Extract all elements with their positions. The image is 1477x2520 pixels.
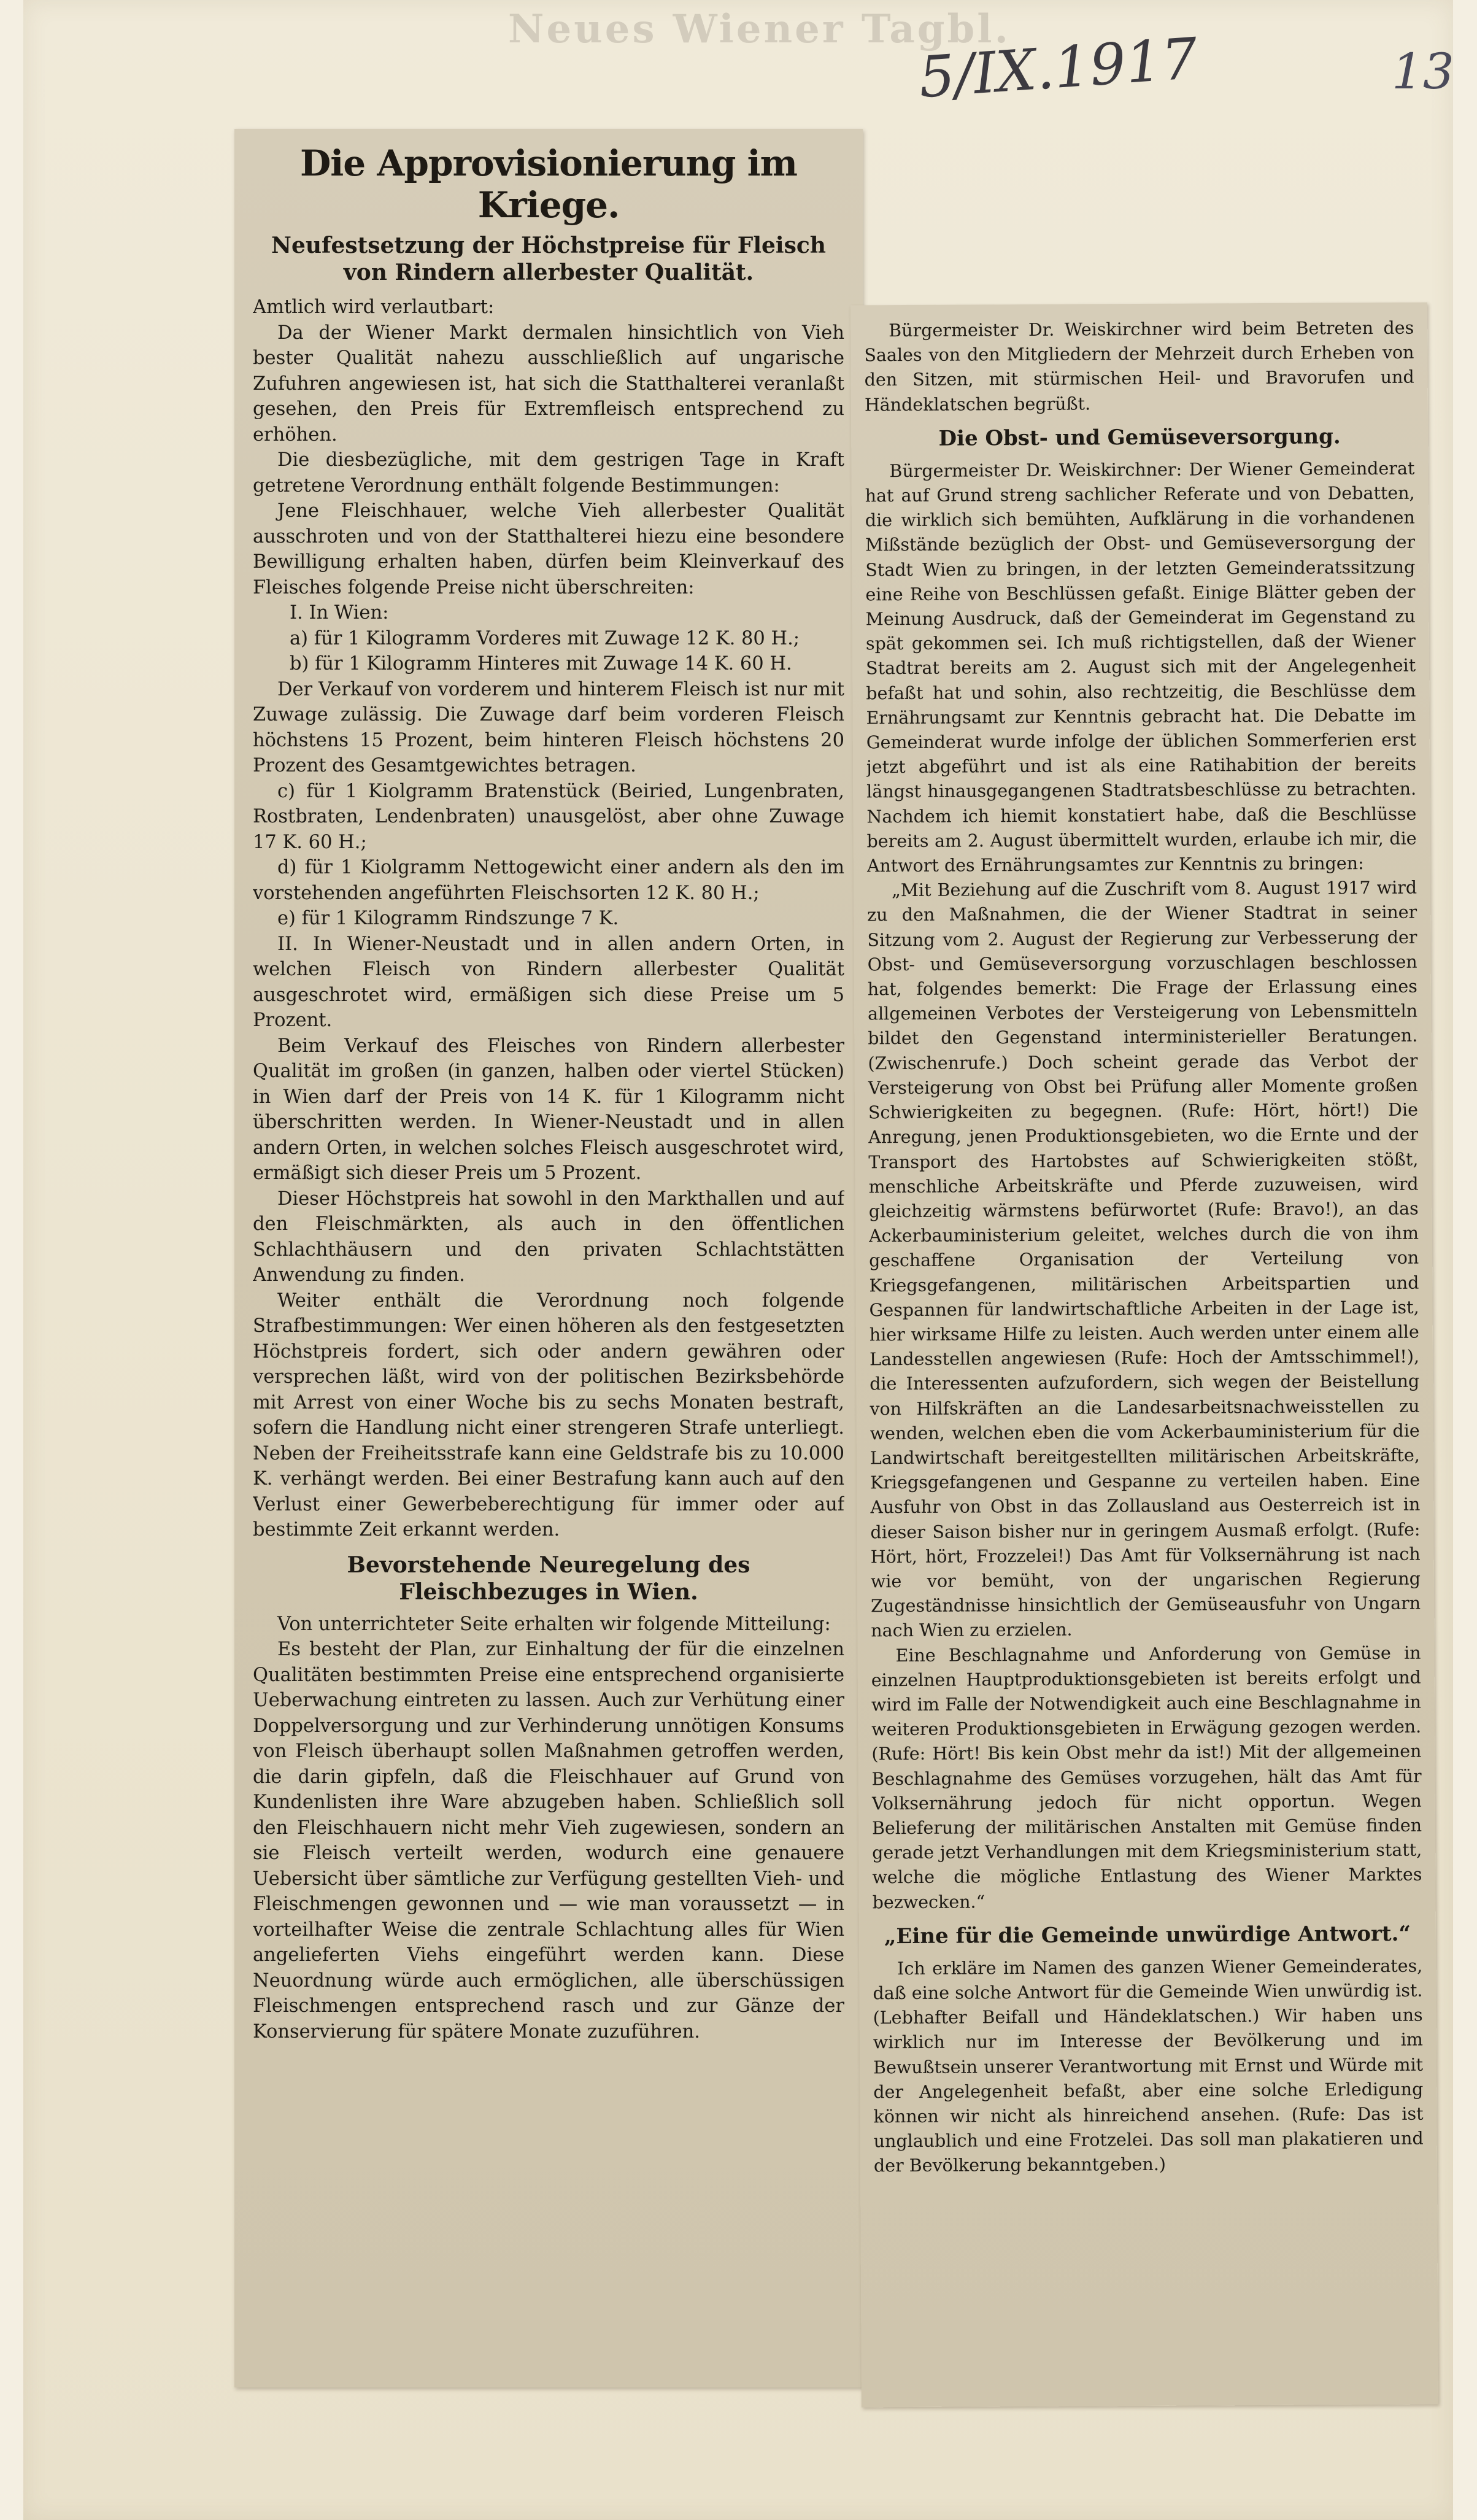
right-section-heading-2: „Eine für die Gemeinde unwürdige Antwort.“ — [884, 1921, 1411, 1949]
left-paragraph: Der Verkauf von vorderem und hinterem Fleisch ist nur mit Zuwage zulässig. Die Zuwage darf beim vorderen Fleisch höchstens 15 Prozent, beim hinteren Fleisch höchstens 20 Prozent des Gesamtgewichtes betragen. — [253, 678, 844, 776]
left-paragraph: Beim Verkauf des Fleisches von Rindern allerbester Qualität im großen (in ganzen, halben oder viertel Stücken) in Wien darf der Preis von 14 K. für 1 Kilogramm nicht überschritten werden. In Wiener-Neustadt und in allen andern Orten, in welchen solches Fleisch ausgeschrotet wird, ermäßigt sich dieser Preis um 5 Prozent. — [253, 1035, 844, 1184]
newspaper-masthead-stamp: Neues Wiener Tagbl. — [508, 6, 1011, 52]
right-paragraph: „Mit Beziehung auf die Zuschrift vom 8. August 1917 wird zu den Maßnahmen, die der Wiener Stadtrat in seiner Sitzung vom 2. August der Regierung zur Verbesserung der Obst- und Gemüseversorgung vorzuschlagen beschlossen hat, folgendes bemerkt: Die Frage der Erlassung eines allgemeinen Verbotes der Versteigerung von Lebensmitteln bildet den Gegenstand interministerieller Beratungen. (Zwischenrufe.) Doch scheint gerade das Verbot der Versteigerung von Obst bei Prüfung aller Momente großen Schwierigkeiten zu begegnen. (Rufe: Hört, hört!) Die Anregung, jenen Produktionsgebieten, wo die Ernte und der Transport des Hartobstes auf Schwierigkeiten stößt, menschliche Arbeitskräfte und Pferde zuzuweisen, wird gleichzeitig wärmstens befürwortet (Rufe: Bravo!), an das Ackerbauministerium geleitet, welches durch die von ihm geschaffene Organisation der Verteilung von Kriegsgefangenen, militärischen Arbeitspartien und Gespannen für landwirtschaftliche Arbeiten in der Lage ist, hier wirksame Hilfe zu leisten. Auch werden unter einem alle Landesstellen angewiesen (Rufe: Hoch der Amtsschimmel!), die Interessenten aufzufordern, sich wegen der Beistellung von Hilfskräften an die Landesarbeitsnachweisstellen zu wenden, welchen eben die vom Ackerbauministerium für die Landwirtschaft bereitgestellten militärischen Arbeitskräfte, Kriegsgefangenen und Gespanne zu verteilen haben. Eine Ausfuhr von Obst in das Zollausland aus Oesterreich ist in dieser Saison bisher nur in geringem Ausmaß erfolgt. (Rufe: Hört, hört, Frozzelei!) Das Amt für Volksernährung ist nach wie vor bemüht, von der ungarischen Regierung Zugeständnisse hinsichtlich der Gemüseausfuhr von Ungarn nach Wien zu erzielen. — [867, 877, 1421, 1641]
left-article-column — [253, 142, 844, 2374]
right-intro-paragraph: Bürgermeister Dr. Weiskirchner wird beim Betreten des Saales von den Mitgliedern der Mehrzeit durch Erheben von den Sitzen, mit stürmischen Heil- und Bravorufen und Händeklatschen begrüßt. — [864, 317, 1414, 415]
left-paragraph: e) für 1 Kilogramm Rindszunge 7 K. — [277, 908, 619, 929]
right-article-column — [864, 316, 1425, 2397]
left-paragraph: II. In Wiener-Neustadt und in allen andern Orten, in welchen Fleisch von Rindern allerbester Qualität ausgeschrotet wird, ermäßigen sich diese Preise um 5 Prozent. — [253, 933, 844, 1031]
left-paragraph: Es besteht der Plan, zur Einhaltung der für die einzelnen Qualitäten bestimmten Preise eine entsprechend organisierte Ueberwachung eintreten zu lassen. Auch zur Verhütung einer Doppelversorgung und zur Verhinderung unnötigen Konsums von Fleisch überhaupt sollen Maßnahmen getroffen werden, die darin gipfeln, daß die Fleischhauer auf Grund von Kundenlisten ihre Ware abzugeben haben. Schließlich soll den Fleischhauern nicht mehr Vieh zugewiesen, sondern an sie Fleisch verteilt werden, wodurch eine genauere Uebersicht über sämtliche zur Verfügung gestellten Vieh- und Fleischmengen gewonnen und — wie man voraussetzt — in vorteilhafter Weise die zentrale Schlachtung alles für Wien angelieferten Viehs eingeführt werden kann. Diese Neuordnung würde auch ermöglichen, alle überschüssigen Fleischmengen entsprechend rasch und zur Gänze der Konservierung für spätere Monate zuzuführen. — [253, 1639, 844, 2043]
left-paragraph: Weiter enthält die Verordnung noch folgende Strafbestimmungen: Wer einen höheren als den festgesetzten Höchstpreis fordert, sich oder andern gewähren oder versprechen läßt, wird von der politischen Bezirksbehörde mit Arrest von einer Woche bis zu sechs Monaten bestraft, sofern die Handlung nicht einer strengeren Strafe unterliegt. Neben der Freiheitsstrafe kann eine Geldstrafe bis zu 10.000 K. verhängt werden. Bei einer Bestrafung kann auch auf den Verlust einer Gewerbeberechtigung für immer oder auf bestimmte Zeit erkannt werden. — [253, 1289, 844, 1540]
left-paragraph: Von unterrichteter Seite erhalten wir folgende Mitteilung: — [277, 1613, 831, 1635]
left-subhead: Neufestsetzung der Höchstpreise für Fleisch von Rindern allerbester Qualität. — [271, 233, 826, 285]
left-paragraph: d) für 1 Kiolgramm Nettogewicht einer andern als den im vorstehenden angeführten Fleischsorten 12 K. 80 H.; — [253, 857, 844, 904]
right-paragraph: Eine Beschlagnahme und Anforderung von Gemüse in einzelnen Hauptproduktionsgebieten ist bereits erfolgt und wird im Falle der Notwendigkeit auch eine Beschlagnahme in weiteren Produktionsgebieten in Erwägung gezogen werden. (Rufe: Hört! Bis kein Obst mehr da ist!) Mit der allgemeinen Beschlagnahme des Gemüses vorzugehen, hält das Amt für Volksernährung jedoch für nicht opportun. Wegen Belieferung der militärischen Anstalten mit Gemüse finden gerade jetzt Verhandlungen mit dem Kriegsministerium statt, welche die mögliche Entlastung des Wiener Marktes bezwecken.“ — [871, 1642, 1422, 1912]
right-paragraph: Bürgermeister Dr. Weiskirchner: Der Wiener Gemeinderat hat auf Grund streng sachlicher Referate und von Debatten, die wirklich sich bemühten, Aufklärung in die vorhandenen Mißstände bezüglich der Obst- und Gemüseversorgung der Stadt Wien zu bringen, in der letzten Gemeinderatssitzung eine Reihe von Beschlüssen gefaßt. Einige Blätter geben der Meinung Ausdruck, daß der Gemeinderat im Gegenstand zu spät gekommen sei. Ich muß richtigstellen, daß der Wiener Stadtrat bereits am 2. August sich mit der Angelegenheit befaßt hat und sohin, also rechtzeitig, die Beschlüsse dem Ernährungsamt zur Kenntnis gebracht hat. Die Debatte im Gemeinderat wurde infolge der üblichen Sommerferien erst jetzt abgeführt und ist als eine Ratihabition der bereits längst hinausgegangenen Stadtratsbeschlüsse zu betrachten. Nachdem ich hiemit konstatiert habe, daß die Beschlüsse bereits am 2. August übermittelt wurden, erlaube ich mir, die Antwort des Ernährungsamtes zur Kenntnis zu bringen: — [865, 458, 1417, 876]
right-clipping — [850, 303, 1438, 2408]
right-section-heading: Die Obst- und Gemüseversorgung. — [938, 424, 1341, 451]
left-paragraph: Die diesbezügliche, mit dem gestrigen Tage in Kraft getretene Verordnung enthält folgende Bestimmungen: — [253, 449, 844, 497]
left-headline: Die Approvisionierung im Kriege. — [299, 142, 798, 226]
left-list-item: b) für 1 Kilogramm Hinteres mit Zuwage 14 K. 60 H. — [290, 653, 792, 674]
right-paragraph: Ich erkläre im Namen des ganzen Wiener Gemeinderates, daß eine solche Antwort für die Gemeinde Wien unwürdig ist. (Lebhafter Beifall und Händeklatschen.) Wir haben uns wirklich nur im Interesse der Bevölkerung und im Bewußtsein unserer Verantwortung mit Ernst und Würde mit der Angelegenheit befaßt, aber eine solche Erledigung können wir nicht als hinreichend ansehen. (Rufe: Das ist unglaublich und eine Frotzelei. Das soll man plakatieren und der Bevölkerung bekanntgeben.) — [873, 1955, 1424, 2176]
left-paragraph: Dieser Höchstpreis hat sowohl in den Markthallen und auf den Fleischmärkten, als auch in den öffentlichen Schlachthäusern und den privaten Schlachtstätten Anwendung zu finden. — [253, 1188, 844, 1286]
left-list-item: a) für 1 Kilogramm Vorderes mit Zuwage 12 K. 80 H.; — [290, 627, 800, 649]
left-clipping — [234, 129, 863, 2387]
left-list-item: I. In Wien: — [290, 602, 389, 624]
handwritten-date: 5/IX.1917 — [916, 25, 1200, 111]
left-paragraph: Jene Fleischhauer, welche Vieh allerbester Qualität ausschroten und von der Statthalterei hiezu eine besondere Bewilligung erhalten haben, dürfen beim Kleinverkauf des Fleisches folgende Preise nicht überschreiten: — [253, 500, 844, 598]
handwritten-page-number: 13 — [1392, 43, 1454, 100]
left-section-heading: Bevorstehende Neuregelung des Fleischbezuges in Wien. — [347, 1552, 750, 1605]
left-paragraph: Da der Wiener Markt dermalen hinsichtlich von Vieh bester Qualität nahezu ausschließlich auf ungarische Zufuhren angewiesen ist, hat sich die Statthalterei veranlaßt gesehen, den Preis für Extremfleisch entsprechend zu erhöhen. — [253, 322, 844, 446]
left-paragraph: Amtlich wird verlautbart: — [253, 296, 495, 318]
left-paragraph: c) für 1 Kiolgramm Bratenstück (Beiried, Lungenbraten, Rostbraten, Lendenbraten) unausgelöst, aber ohne Zuwage 17 K. 60 H.; — [253, 780, 844, 853]
